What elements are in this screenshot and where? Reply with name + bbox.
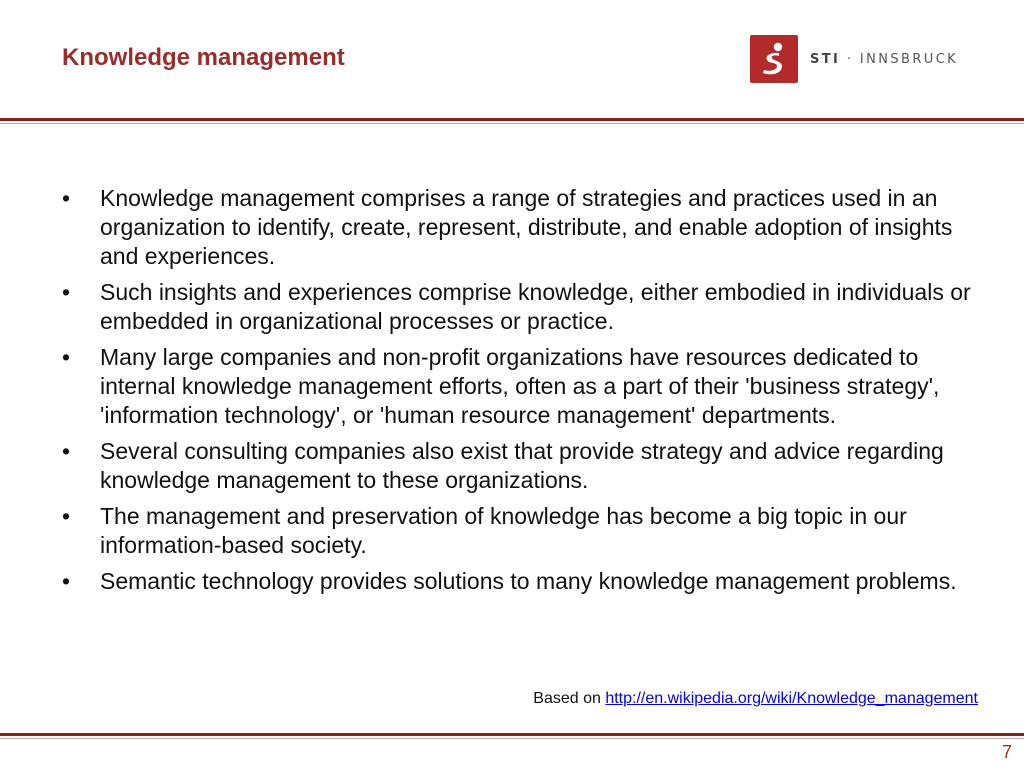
bullet-text: The management and preservation of knowledge has become a big topic in our information-based society. bbox=[100, 503, 907, 558]
bullet-icon: • bbox=[62, 279, 71, 305]
slide-title: Knowledge management bbox=[62, 44, 345, 71]
bullet-text: Such insights and experiences comprise knowledge, either embodied in individuals or embedded in organizational processes or practice. bbox=[100, 279, 971, 334]
bullet-item bbox=[62, 184, 972, 271]
bullet-icon: • bbox=[62, 568, 71, 594]
bullet-item bbox=[62, 437, 972, 495]
sti-person-logo-icon bbox=[750, 35, 798, 83]
logo-city: INNSBRUCK bbox=[859, 51, 959, 67]
header-divider bbox=[0, 118, 1024, 121]
bullet-item bbox=[62, 502, 972, 560]
source-citation bbox=[533, 690, 978, 708]
logo-wordmark bbox=[810, 52, 958, 67]
bullet-item bbox=[62, 567, 972, 596]
sti-innsbruck-logo bbox=[750, 33, 958, 85]
bullet-text: Semantic technology provides solutions to many knowledge management problems. bbox=[100, 568, 957, 594]
header-divider-thin bbox=[0, 123, 1024, 124]
bullet-item bbox=[62, 278, 972, 336]
logo-brand: STI bbox=[810, 51, 841, 67]
bullet-icon: • bbox=[62, 344, 71, 370]
bullet-icon: • bbox=[62, 503, 71, 529]
bullet-list bbox=[62, 184, 972, 603]
bullet-icon: • bbox=[62, 438, 71, 464]
bullet-text: Knowledge management comprises a range of strategies and practices used in an organization to identify, create, represent, distribute, and enable adoption of insights and experiences. bbox=[100, 185, 953, 269]
bullet-icon: • bbox=[62, 185, 71, 211]
bullet-item bbox=[62, 343, 972, 430]
source-prefix: Based on bbox=[533, 690, 606, 707]
logo-separator: · bbox=[840, 51, 860, 67]
bullet-text: Many large companies and non-profit organizations have resources dedicated to internal knowledge management efforts, often as a part of their 'business strategy', 'information technology', or 'human resource management' departments. bbox=[100, 344, 940, 428]
source-link[interactable]: http://en.wikipedia.org/wiki/Knowledge_management bbox=[605, 690, 978, 707]
footer-divider bbox=[0, 733, 1024, 736]
bullet-text: Several consulting companies also exist that provide strategy and advice regarding knowledge management to these organizations. bbox=[100, 438, 944, 493]
footer-divider-thin bbox=[0, 738, 1024, 739]
page-number: 7 bbox=[1001, 742, 1012, 762]
